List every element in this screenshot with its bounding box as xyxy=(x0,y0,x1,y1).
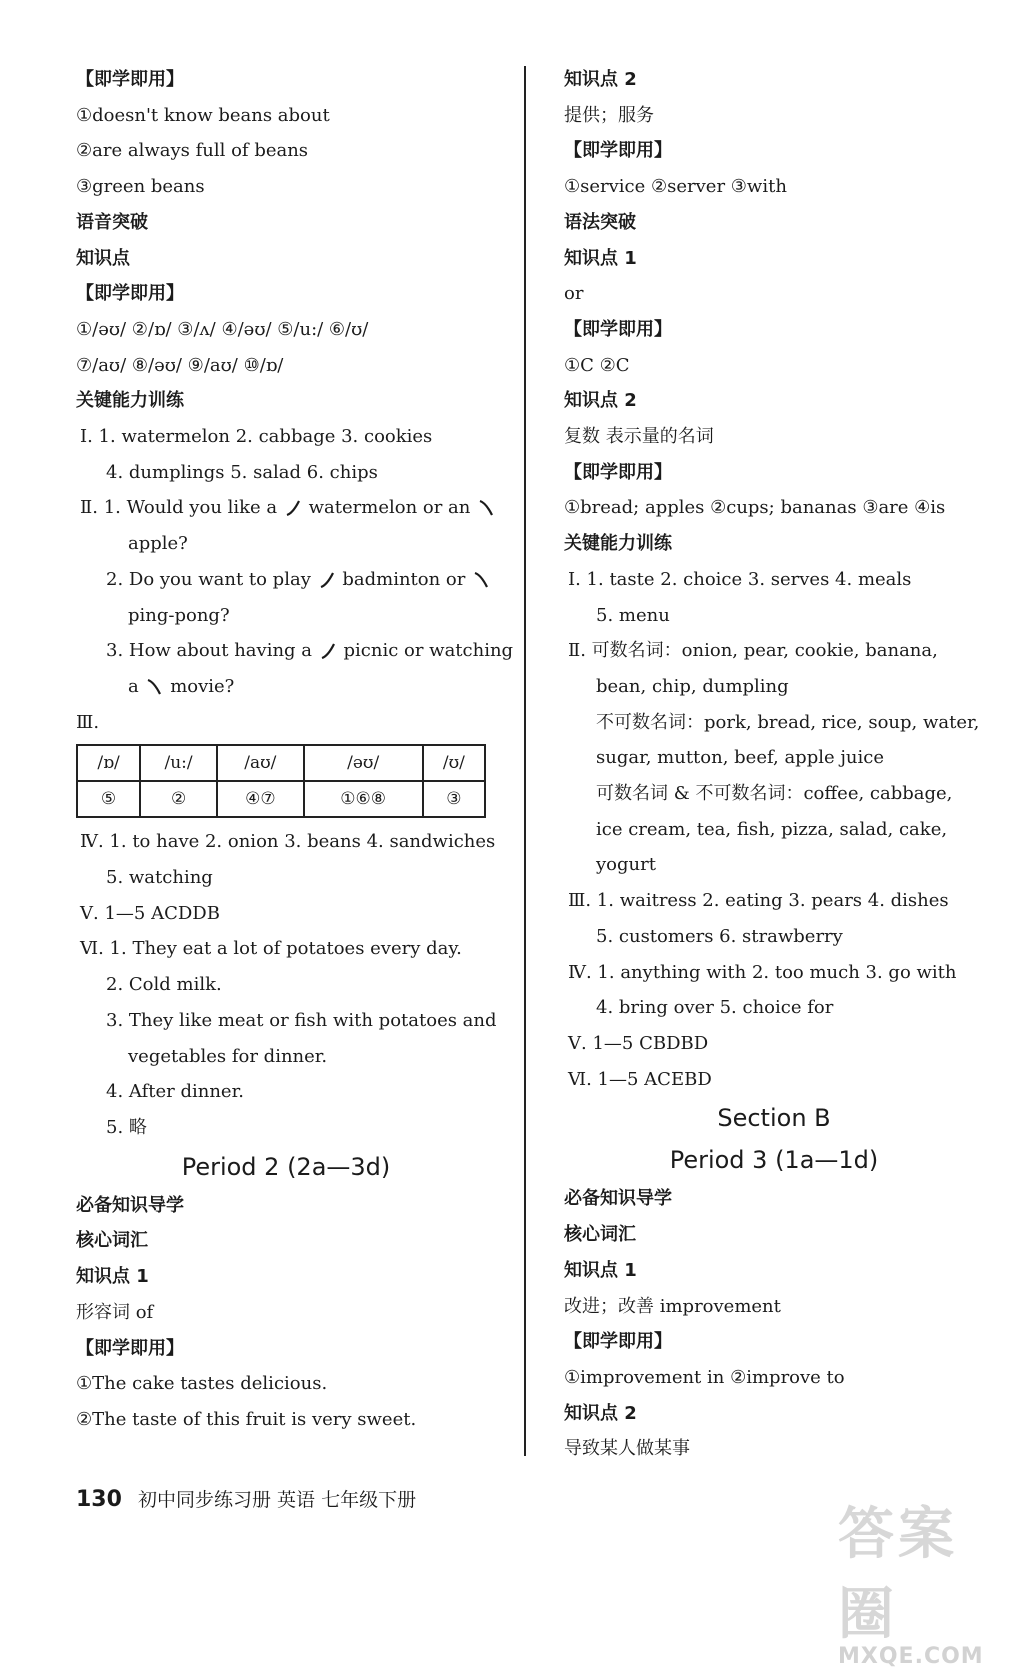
falling-intonation-icon xyxy=(146,678,162,696)
section-heading: 知识点 2 xyxy=(564,1402,637,1424)
phonetic-table xyxy=(76,744,486,818)
rising-intonation-icon xyxy=(320,642,336,660)
watermark xyxy=(838,1490,1013,1669)
answer-line: 可数名词 & 不可数名词：coffee, cabbage, xyxy=(596,783,953,805)
exercise-ii-line-3 xyxy=(76,633,514,669)
answer-line: ②are always full of beans xyxy=(76,140,309,162)
phonetic-header-cell: /u:/ xyxy=(140,745,217,781)
section-heading: 【即学即用】 xyxy=(564,318,672,340)
q1-text-b: watermelon or an xyxy=(308,497,471,519)
answer-line: 4. bring over 5. choice for xyxy=(596,997,834,1019)
section-heading: 必备知识导学 xyxy=(564,1188,672,1210)
answer-line: ice cream, tea, fish, pizza, salad, cake, xyxy=(596,818,948,840)
section-heading: 【即学即用】 xyxy=(76,1337,184,1359)
section-heading: 关键能力训练 xyxy=(76,390,184,412)
section-heading: 【即学即用】 xyxy=(564,140,672,162)
book-title: 初中同步练习册 英语 七年级下册 xyxy=(137,1489,417,1511)
answer-line: 不可数名词：pork, bread, rice, soup, water, xyxy=(596,711,980,733)
left-lines-block xyxy=(76,62,496,490)
section-heading: 知识点 2 xyxy=(564,390,637,412)
section-heading: 知识点 xyxy=(76,247,130,269)
answer-line: Ⅴ. 1—5 CBDBD xyxy=(568,1032,709,1054)
phonetic-answer-cell: ④⑦ xyxy=(217,781,304,817)
answer-line: Ⅳ. 1. anything with 2. too much 3. go with xyxy=(568,961,957,983)
section-heading: 【即学即用】 xyxy=(76,283,184,305)
q1-text-c: apple? xyxy=(128,533,188,555)
section-b-title: Section B xyxy=(717,1104,831,1133)
phonetic-table-header-row xyxy=(77,745,485,781)
phonetic-table-body-row xyxy=(77,781,485,817)
section-heading: 【即学即用】 xyxy=(564,461,672,483)
answer-line: ①The cake tastes delicious. xyxy=(76,1373,328,1395)
section-heading: 知识点 1 xyxy=(564,1259,637,1281)
answer-line: 2. Cold milk. xyxy=(106,974,222,996)
phonetic-answer-cell: ⑤ xyxy=(77,781,140,817)
answer-line: ①C ②C xyxy=(564,354,630,376)
answer-line: 形容词 of xyxy=(76,1301,154,1323)
phonetic-answer-cell: ② xyxy=(140,781,217,817)
rising-intonation-icon xyxy=(285,499,301,517)
answer-line: 4. dumplings 5. salad 6. chips xyxy=(106,461,378,483)
phonetic-answer-cell: ③ xyxy=(423,781,485,817)
answer-line: ①bread; apples ②cups; bananas ③are ④is xyxy=(564,497,946,519)
answer-line: ③green beans xyxy=(76,176,205,198)
exercise-ii-line-4 xyxy=(76,669,496,705)
q1-text-a: 1. Would you like a xyxy=(103,497,278,519)
answer-line: ①service ②server ③with xyxy=(564,176,787,198)
answer-line: Ⅴ. 1—5 ACDDB xyxy=(80,902,220,924)
section-heading: 核心词汇 xyxy=(564,1224,636,1246)
exercise-iii-label: Ⅲ. xyxy=(76,711,100,733)
page-number: 130 xyxy=(76,1487,122,1512)
section-heading: 语法突破 xyxy=(564,211,636,233)
answer-line: 复数 表示量的名词 xyxy=(564,426,714,448)
section-heading: 【即学即用】 xyxy=(76,69,184,90)
period-3-title: Period 3 (1a—1d) xyxy=(669,1146,879,1175)
answer-line: 5. 略 xyxy=(106,1116,147,1138)
answer-line: Ⅱ. 可数名词：onion, pear, cookie, banana, xyxy=(568,640,938,662)
right-column xyxy=(564,62,984,1467)
answer-line: Ⅵ. 1. They eat a lot of potatoes every day. xyxy=(80,938,462,960)
phonetic-header-cell: /aʊ/ xyxy=(217,745,304,781)
phonetic-header-cell: /ɒ/ xyxy=(77,745,140,781)
answer-line: 5. watching xyxy=(106,867,213,889)
section-heading: 知识点 1 xyxy=(76,1266,149,1288)
period-2-title: Period 2 (2a—3d) xyxy=(181,1152,391,1181)
watermark-site: MXQE.COM xyxy=(838,1644,984,1669)
page-footer xyxy=(76,1485,416,1512)
answer-line: 提供；服务 xyxy=(564,104,654,126)
q3-text-c: a xyxy=(128,675,139,697)
right-lines-block xyxy=(564,62,984,1097)
phonetic-header-cell: /əʊ/ xyxy=(304,745,423,781)
answer-line: bean, chip, dumpling xyxy=(596,675,789,697)
answer-line: ①improvement in ②improve to xyxy=(564,1366,845,1388)
answer-line: 改进；改善 improvement xyxy=(564,1295,781,1317)
section-heading: 关键能力训练 xyxy=(564,533,672,555)
left-column xyxy=(76,62,514,1438)
answer-line: or xyxy=(564,283,584,305)
answer-line: 4. After dinner. xyxy=(106,1081,244,1103)
section-heading: 核心词汇 xyxy=(76,1230,148,1252)
q2-text-b: badminton or xyxy=(342,568,466,590)
q3-text-a: 3. How about having a xyxy=(106,640,313,662)
left-lines2-block xyxy=(76,824,496,1145)
answer-line: Ⅰ. 1. taste 2. choice 3. serves 4. meals xyxy=(568,568,912,590)
section-heading: 知识点 2 xyxy=(564,69,637,90)
answer-line: ⑦/aʊ/ ⑧/əʊ/ ⑨/aʊ/ ⑩/ɒ/ xyxy=(76,354,284,376)
rising-intonation-icon xyxy=(319,571,335,589)
answer-line: ①doesn't know beans about xyxy=(76,104,330,126)
phonetic-answer-cell: ①⑥⑧ xyxy=(304,781,423,817)
answer-line: Ⅵ. 1—5 ACEBD xyxy=(568,1068,712,1090)
answer-line: 导致某人做某事 xyxy=(564,1438,690,1460)
column-divider xyxy=(524,66,526,1456)
answer-line: 3. They like meat or fish with potatoes and xyxy=(106,1009,497,1031)
answer-line: 5. customers 6. strawberry xyxy=(596,925,843,947)
left-lines3-block xyxy=(76,1188,496,1438)
answer-line: 5. menu xyxy=(596,604,670,626)
section-heading: 语音突破 xyxy=(76,211,148,233)
q2-text-a: 2. Do you want to play xyxy=(106,568,311,590)
exercise-ii-line-2 xyxy=(76,562,496,598)
section-heading: 必备知识导学 xyxy=(76,1194,184,1216)
phonetic-header-cell: /ʊ/ xyxy=(423,745,485,781)
exercise-ii-block xyxy=(76,490,514,704)
answer-line: Ⅲ. 1. waitress 2. eating 3. pears 4. dishes xyxy=(568,890,949,912)
q3-text-d: movie? xyxy=(170,675,235,697)
falling-intonation-icon xyxy=(478,499,494,517)
section-heading: 知识点 1 xyxy=(564,247,637,269)
answer-line: Ⅳ. 1. to have 2. onion 3. beans 4. sandwiches xyxy=(80,831,496,853)
section-heading: 【即学即用】 xyxy=(564,1331,672,1353)
right-lines2-block xyxy=(564,1181,984,1467)
falling-intonation-icon xyxy=(473,571,489,589)
exercise-ii-line-1 xyxy=(76,490,496,526)
answer-line: sugar, mutton, beef, apple juice xyxy=(596,747,885,769)
answer-line: ②The taste of this fruit is very sweet. xyxy=(76,1408,417,1430)
answer-line: yogurt xyxy=(596,854,656,876)
answer-line: vegetables for dinner. xyxy=(128,1045,328,1067)
watermark-logo: 答案圈 xyxy=(838,1502,958,1647)
exercise-ii-label: Ⅱ. xyxy=(80,497,98,519)
q2-text-c: ping-pong? xyxy=(128,604,230,626)
q3-text-b: picnic or watching xyxy=(343,640,514,662)
answer-line: ①/əʊ/ ②/ɒ/ ③/ʌ/ ④/əʊ/ ⑤/u:/ ⑥/ʊ/ xyxy=(76,318,369,340)
answer-line: Ⅰ. 1. watermelon 2. cabbage 3. cookies xyxy=(80,426,433,448)
